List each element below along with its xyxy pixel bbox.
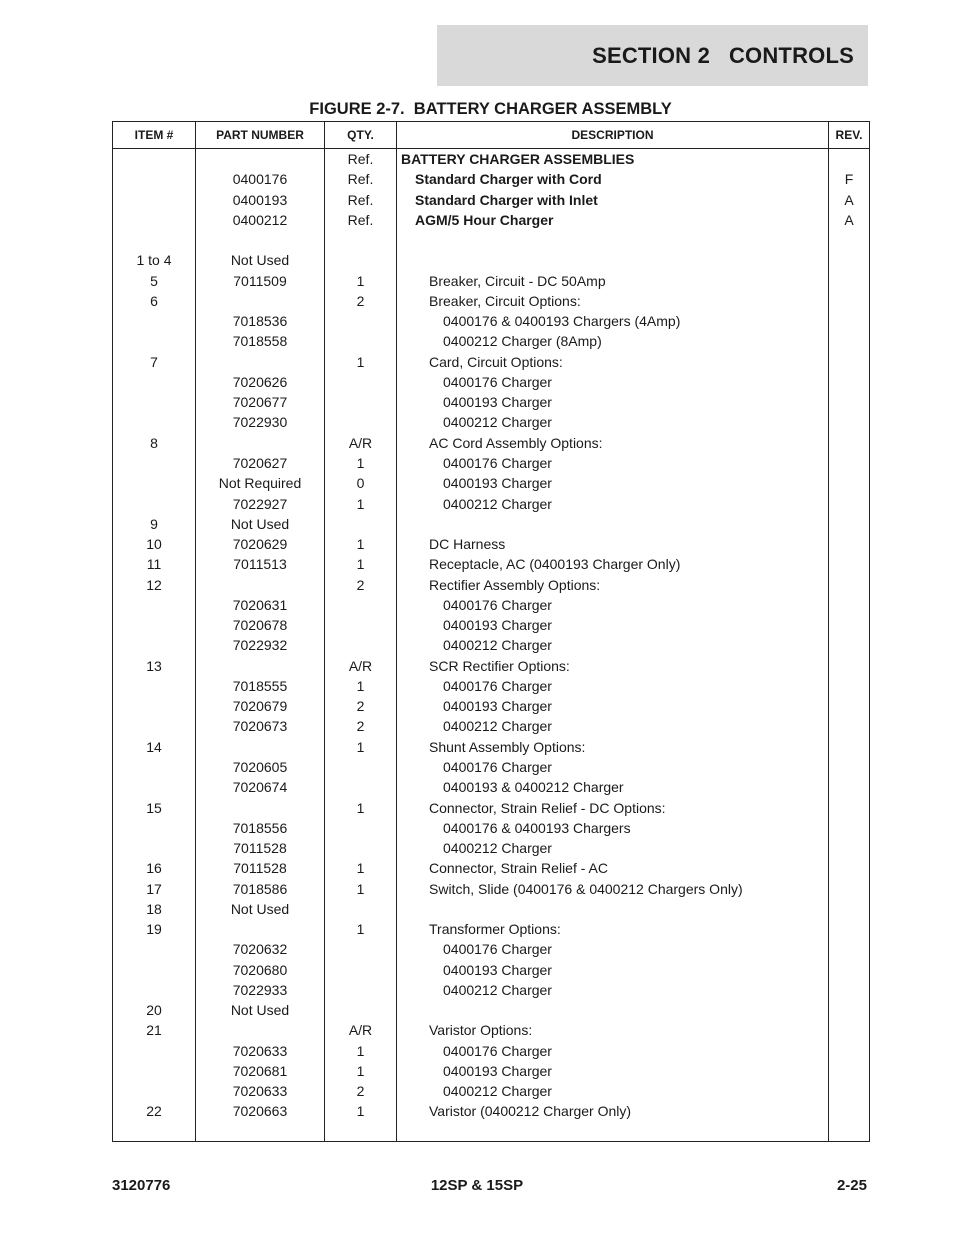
table-row [113, 311, 869, 331]
column-header-part-number: PART NUMBER [216, 128, 304, 142]
item-cell: 20 [146, 1002, 162, 1019]
footer-doc-number: 3120776 [112, 1177, 171, 1194]
table-row [113, 1020, 869, 1040]
qty-cell: 1 [356, 536, 365, 553]
part-number-cell: 7020633 [232, 1042, 288, 1059]
description-cell: 0400193 Charger [443, 394, 552, 411]
description-cell: 0400176 Charger [443, 454, 552, 471]
description-cell: Connector, Strain Relief - AC [429, 860, 608, 877]
qty-cell: 1 [356, 860, 365, 877]
table-row [113, 899, 869, 919]
table-row [113, 210, 869, 230]
qty-cell: A/R [348, 434, 373, 451]
item-cell: 5 [150, 272, 158, 289]
parts-table [112, 121, 870, 1142]
part-number-cell: 7018558 [232, 333, 288, 350]
part-number-cell: 0400176 [232, 171, 288, 188]
description-cell: 0400193 & 0400212 Charger [443, 779, 624, 796]
item-cell: 7 [150, 353, 158, 370]
part-number-cell: 7020680 [232, 961, 288, 978]
part-number-cell: 7020663 [232, 1103, 288, 1120]
part-number-cell: 7020673 [232, 718, 288, 735]
description-cell: Receptacle, AC (0400193 Charger Only) [429, 556, 681, 573]
table-row [113, 494, 869, 514]
item-cell: 1 to 4 [136, 252, 172, 269]
part-number-cell: 7020679 [232, 698, 288, 715]
table-row [113, 798, 869, 818]
table-row [113, 1101, 869, 1121]
item-cell: 6 [150, 292, 158, 309]
part-number-cell: 7020678 [232, 617, 288, 634]
table-row [113, 980, 869, 1000]
part-number-cell: 7020627 [232, 454, 288, 471]
part-number-cell: Not Used [230, 1002, 290, 1019]
rev-cell: A [844, 191, 854, 208]
description-cell: 0400176 Charger [443, 596, 552, 613]
figure-title: FIGURE 2-7. BATTERY CHARGER ASSEMBLY [309, 100, 672, 118]
section-banner [437, 25, 868, 86]
qty-cell: A/R [348, 1022, 373, 1039]
qty-cell: 2 [356, 576, 365, 593]
item-cell: 18 [146, 900, 162, 917]
description-cell: 0400193 Charger [443, 1062, 552, 1079]
description-cell: DC Harness [429, 536, 506, 553]
table-row [113, 777, 869, 797]
table-row [113, 1061, 869, 1081]
item-cell: 11 [146, 556, 162, 573]
qty-cell: 1 [356, 1103, 365, 1120]
column-header-description: DESCRIPTION [571, 128, 654, 142]
table-row [113, 291, 869, 311]
qty-cell: Ref. [347, 211, 374, 228]
item-cell: 10 [146, 536, 162, 553]
qty-cell: 2 [356, 292, 365, 309]
part-number-cell: 7018556 [232, 819, 288, 836]
qty-cell: 1 [356, 1062, 365, 1079]
qty-cell: Ref. [347, 171, 374, 188]
item-cell: 13 [146, 657, 162, 674]
table-row [113, 757, 869, 777]
table-row [113, 534, 869, 554]
qty-cell: 1 [356, 556, 365, 573]
part-number-cell: 7020681 [232, 1062, 288, 1079]
qty-cell: 2 [356, 1083, 365, 1100]
description-cell: 0400193 Charger [443, 961, 552, 978]
part-number-cell: Not Used [230, 252, 290, 269]
item-cell: 9 [150, 515, 158, 532]
part-number-cell: 7011528 [233, 860, 287, 877]
column-header-qty: QTY. [347, 128, 374, 142]
part-number-cell: 7022933 [232, 981, 288, 998]
table-row [113, 919, 869, 939]
description-cell: Connector, Strain Relief - DC Options: [429, 799, 666, 816]
description-cell: 0400193 Charger [443, 617, 552, 634]
part-number-cell: Not Required [218, 475, 302, 492]
description-cell: 0400176 & 0400193 Chargers [443, 819, 631, 836]
qty-cell: 1 [356, 353, 365, 370]
qty-cell: 1 [356, 495, 365, 512]
description-cell: 0400212 Charger (8Amp) [443, 333, 602, 350]
item-cell: 15 [146, 799, 162, 816]
table-row [113, 473, 869, 493]
item-cell: 8 [150, 434, 158, 451]
item-cell: 22 [146, 1103, 162, 1120]
item-cell: 16 [146, 860, 162, 877]
rev-cell: A [844, 211, 854, 228]
description-cell: 0400212 Charger [443, 718, 552, 735]
part-number-cell: 7020677 [232, 394, 288, 411]
description-cell: 0400212 Charger [443, 840, 552, 857]
table-row [113, 554, 869, 574]
description-cell: Varistor (0400212 Charger Only) [429, 1103, 632, 1120]
description-cell: BATTERY CHARGER ASSEMBLIES [401, 151, 635, 167]
part-number-cell: 7020633 [232, 1083, 288, 1100]
description-cell: AGM/5 Hour Charger [415, 211, 554, 228]
item-cell: 21 [146, 1022, 162, 1039]
item-cell: 14 [146, 738, 162, 755]
description-cell: Standard Charger with Cord [415, 171, 602, 188]
table-row [113, 453, 869, 473]
description-cell: SCR Rectifier Options: [429, 657, 570, 674]
table-row [113, 230, 869, 250]
part-number-cell: 7022932 [232, 637, 288, 654]
description-cell: 0400176 Charger [443, 373, 552, 390]
description-cell: 0400176 & 0400193 Chargers (4Amp) [443, 313, 681, 330]
table-row [113, 858, 869, 878]
column-header-rev: REV. [835, 128, 863, 142]
part-number-cell: 7018555 [232, 677, 288, 694]
qty-cell: 1 [356, 677, 365, 694]
part-number-cell: 7022930 [232, 414, 288, 431]
table-row [113, 433, 869, 453]
description-cell: Card, Circuit Options: [429, 353, 563, 370]
part-number-cell: 7018536 [232, 313, 288, 330]
description-cell: Standard Charger with Inlet [415, 191, 598, 208]
table-row [113, 169, 869, 189]
table-row [113, 575, 869, 595]
part-number-cell: Not Used [230, 900, 290, 917]
table-row [113, 514, 869, 534]
description-cell: 0400176 Charger [443, 1042, 552, 1059]
table-row [113, 412, 869, 432]
qty-cell: 1 [356, 921, 365, 938]
part-number-cell: 7022927 [232, 495, 288, 512]
table-row [113, 595, 869, 615]
description-cell: Transformer Options: [429, 921, 561, 938]
part-number-cell: 7020632 [232, 941, 288, 958]
item-cell: 19 [146, 921, 162, 938]
table-row [113, 372, 869, 392]
description-cell: Breaker, Circuit - DC 50Amp [429, 272, 606, 289]
part-number-cell: 7011513 [233, 556, 287, 573]
table-row [113, 879, 869, 899]
table-row [113, 838, 869, 858]
table-row [113, 635, 869, 655]
table-row [113, 271, 869, 291]
description-cell: Varistor Options: [429, 1022, 533, 1039]
qty-cell: Ref. [347, 191, 374, 208]
table-row [113, 960, 869, 980]
item-cell: 12 [146, 576, 162, 593]
qty-cell: 0 [356, 475, 365, 492]
description-cell: 0400176 Charger [443, 758, 552, 775]
table-body [113, 149, 869, 1122]
table-row [113, 716, 869, 736]
qty-cell: 1 [356, 454, 365, 471]
table-row [113, 656, 869, 676]
item-cell: 17 [146, 880, 162, 897]
qty-cell: 2 [356, 718, 365, 735]
qty-cell: Ref. [347, 151, 374, 167]
description-cell: 0400212 Charger [443, 1083, 552, 1100]
table-row [113, 250, 869, 270]
part-number-cell: 7020629 [232, 536, 288, 553]
table-row [113, 149, 869, 169]
footer-model: 12SP & 15SP [430, 1177, 524, 1194]
table-row [113, 352, 869, 372]
qty-cell: 1 [356, 738, 365, 755]
description-cell: 0400176 Charger [443, 941, 552, 958]
rev-cell: F [844, 171, 854, 188]
section-title: SECTION 2 CONTROLS [592, 42, 854, 68]
table-row [113, 331, 869, 351]
part-number-cell: Not Used [230, 515, 290, 532]
table-row [113, 615, 869, 635]
table-row [113, 676, 869, 696]
description-cell: Switch, Slide (0400176 & 0400212 Chargers Only) [429, 880, 743, 897]
table-row [113, 818, 869, 838]
part-number-cell: 7018586 [232, 880, 288, 897]
column-header-item: ITEM # [134, 128, 174, 142]
qty-cell: 1 [356, 272, 365, 289]
table-row [113, 939, 869, 959]
table-row [113, 737, 869, 757]
qty-cell: 1 [356, 1042, 365, 1059]
description-cell: 0400212 Charger [443, 495, 552, 512]
qty-cell: 2 [356, 698, 365, 715]
description-cell: 0400193 Charger [443, 698, 552, 715]
qty-cell: 1 [356, 880, 365, 897]
part-number-cell: 7020626 [232, 373, 288, 390]
table-row [113, 1081, 869, 1101]
description-cell: 0400193 Charger [443, 475, 552, 492]
part-number-cell: 0400193 [232, 191, 288, 208]
description-cell: 0400212 Charger [443, 637, 552, 654]
description-cell: Rectifier Assembly Options: [429, 576, 601, 593]
description-cell: AC Cord Assembly Options: [429, 434, 603, 451]
table-row [113, 696, 869, 716]
table-row [113, 1041, 869, 1061]
part-number-cell: 7020674 [232, 779, 288, 796]
qty-cell: A/R [348, 657, 373, 674]
part-number-cell: 7011528 [233, 840, 287, 857]
description-cell: 0400212 Charger [443, 981, 552, 998]
part-number-cell: 7020605 [232, 758, 288, 775]
table-row [113, 1000, 869, 1020]
description-cell: Shunt Assembly Options: [429, 738, 586, 755]
footer-page-number: 2-25 [836, 1177, 867, 1194]
description-cell: Breaker, Circuit Options: [429, 292, 581, 309]
part-number-cell: 7020631 [232, 596, 288, 613]
description-cell: 0400212 Charger [443, 414, 552, 431]
table-row [113, 190, 869, 210]
part-number-cell: 7011509 [233, 272, 287, 289]
qty-cell: 1 [356, 799, 365, 816]
table-row [113, 392, 869, 412]
part-number-cell: 0400212 [232, 211, 288, 228]
description-cell: 0400176 Charger [443, 677, 552, 694]
